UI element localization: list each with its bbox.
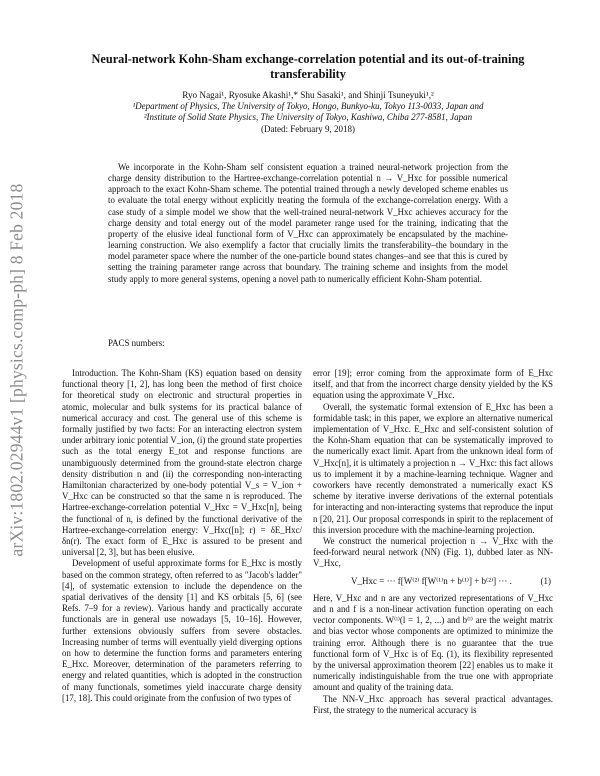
equation-1	[313, 576, 553, 587]
right-column	[313, 368, 553, 716]
paper-title: Neural-network Kohn-Sham exchange-correlation potential and its out-of-training transferability	[91, 52, 525, 81]
equation-number: (1)	[540, 575, 551, 586]
arxiv-identifier-text: arXiv:1802.02944v1 [physics.comp-ph] 8 Feb 2018	[6, 183, 27, 557]
author-list: Ryo Nagai¹, Ryosuke Akashi¹,* Shu Sasaki¹, and Shinji Tsuneyuki¹,²	[182, 90, 434, 100]
abstract: We incorporate in the Kohn-Sham self consistent equation a trained neural-network projection from the charge density distribution to the Hartree-exchange-correlation potential n → V_Hxc for possible numerical approach to the exact Kohn-Sham scheme. The potential trained through a newly developed scheme enables us to evaluate the total energy without explicitly treating the formula of the exchange-correlation energy. With a case study of a simple model we show that the well-trained neural-network V_Hxc achieves accuracy for the charge density and total energy out of the model parameter range used for the training, indicating that the property of the elusive ideal functional form of V_Hxc can approximately be encapsulated by the machine-learning construction. We also exemplify a factor that crucially limits the transferability–the boundary in the model parameter space where the number of the one-particle bound states changes–and see that this is cured by setting the training parameter range across that boundary. The training scheme and insights from the model study apply to more general systems, opening a novel path to numerically efficient Kohn-Sham potential.	[108, 162, 508, 284]
paper-header	[60, 52, 556, 135]
body-paragraph: Introduction. The Kohn-Sham (KS) equation based on density functional theory [1, 2], has long been the method of first choice for theoretical study on electronic and structural properties in atomic, molecular and bulk systems for its practical balance of numerical accuracy and cost. The general use of this scheme is formally justified by two facts: For an interacting electron system under arbitrary ionic potential V_ion, (i) the ground state properties such as the total energy E_tot and response functions are unambiguously determined from the ground-state electron charge density distribution n and (ii) the corresponding non-interacting Hamiltonian characterized by one-body potential V_s = V_ion + V_Hxc can be constructed so that the same n is reproduced. The Hartree-exchange-correlation potential V_Hxc = V_Hxc[n], being the functional of n, is defined by the functional derivative of the Hartree-exchange-correlation energy: V_Hxc([n]; r) = δE_Hxc/δn(r). The exact form of E_Hxc is assured to be present and universal [2, 3], but has been elusive.	[62, 368, 302, 558]
body-paragraph: Here, V_Hxc and n are any vectorized representations of V_Hxc and n and f is a non-linear activation function operating on each vector components. W⁽ˡ⁾(l = 1, 2, ...) and b⁽ˡ⁾ are the weight matrix and bias vector whose components are optimized to minimize the training error. Although there is no guarantee that the true functional form of V_Hxc is of Eq. (1), its flexibility represented by the universal approximation theorem [22] enables us to make it numerically indistinguishable from the true one with appropriate amount and quality of the training data.	[313, 592, 553, 693]
equation-body: V_Hxc = ··· f[W⁽²⁾ f[W⁽¹⁾n + b⁽¹⁾] + b⁽²⁾] ··· .	[351, 575, 512, 586]
date-line: (Dated: February 9, 2018)	[261, 124, 355, 134]
body-paragraph: The NN-V_Hxc approach has several practical advantages. First, the strategy to the numerical accuracy is	[313, 693, 553, 715]
body-paragraph: We construct the numerical projection n → V_Hxc with the feed-forward neural network (NN) (Fig. 1), dubbed later as NN-V_Hxc,	[313, 536, 553, 569]
arxiv-identifier-stamp	[0, 150, 34, 590]
body-paragraph: Development of useful approximate forms for E_Hxc is mostly based on the common strategy, often referred to as "Jacob's ladder" [4], of systematic extension to include the dependence on the spatial derivatives of the density [1] and KS orbitals [5, 6] (see Refs. 7–9 for a review). Various handy and practically accurate functionals are in general use nowadays [5, 10–16]. However, further extensions obviously suffers from severe obstacles. Increasing number of terms will eventually yield diverging options on how to determine the function forms and parameters entering E_Hxc. Moreover, determination of the parameters referring to energy and related quantities, which is adopted in the construction of many functionals, sometimes yield inaccurate charge density [17, 18]. This could originate from the confusion of two types of	[62, 558, 302, 703]
left-column	[62, 368, 302, 704]
affiliation-1: ¹Department of Physics, The University of Tokyo, Hongo, Bunkyo-ku, Tokyo 113-0033, Japan and	[132, 101, 484, 111]
body-paragraph: error [19]; error coming from the approximate form of E_Hxc itself, and that from the incorrect charge density yielded by the KS equation using the approximate V_Hxc.	[313, 368, 553, 401]
pacs-numbers: PACS numbers:	[108, 338, 165, 348]
body-paragraph: Overall, the systematic formal extension of E_Hxc has been a formidable task; in this paper, we explore an alternative numerical implementation of V_Hxc. E_Hxc and self-consistent solution of the Kohn-Sham equation that can be systematically improved to the numerically exact limit. Apart from the unknown ideal form of V_Hxc[n], it is ultimately a projection n → V_Hxc: this fact allows us to implement it by a machine-learning technique. Wagner and coworkers have recently demonstrated a numerically exact KS scheme by iterative inverse derivations of the external potentials for interacting and non-interacting systems that reproduce the input n [20, 21]. Our proposal corresponds in spirit to the replacement of this inversion procedure with the machine-learning projection.	[313, 401, 553, 535]
affiliation-2: ²Institute of Solid State Physics, The University of Tokyo, Kashiwa, Chiba 277-8581, Japan	[143, 112, 473, 122]
